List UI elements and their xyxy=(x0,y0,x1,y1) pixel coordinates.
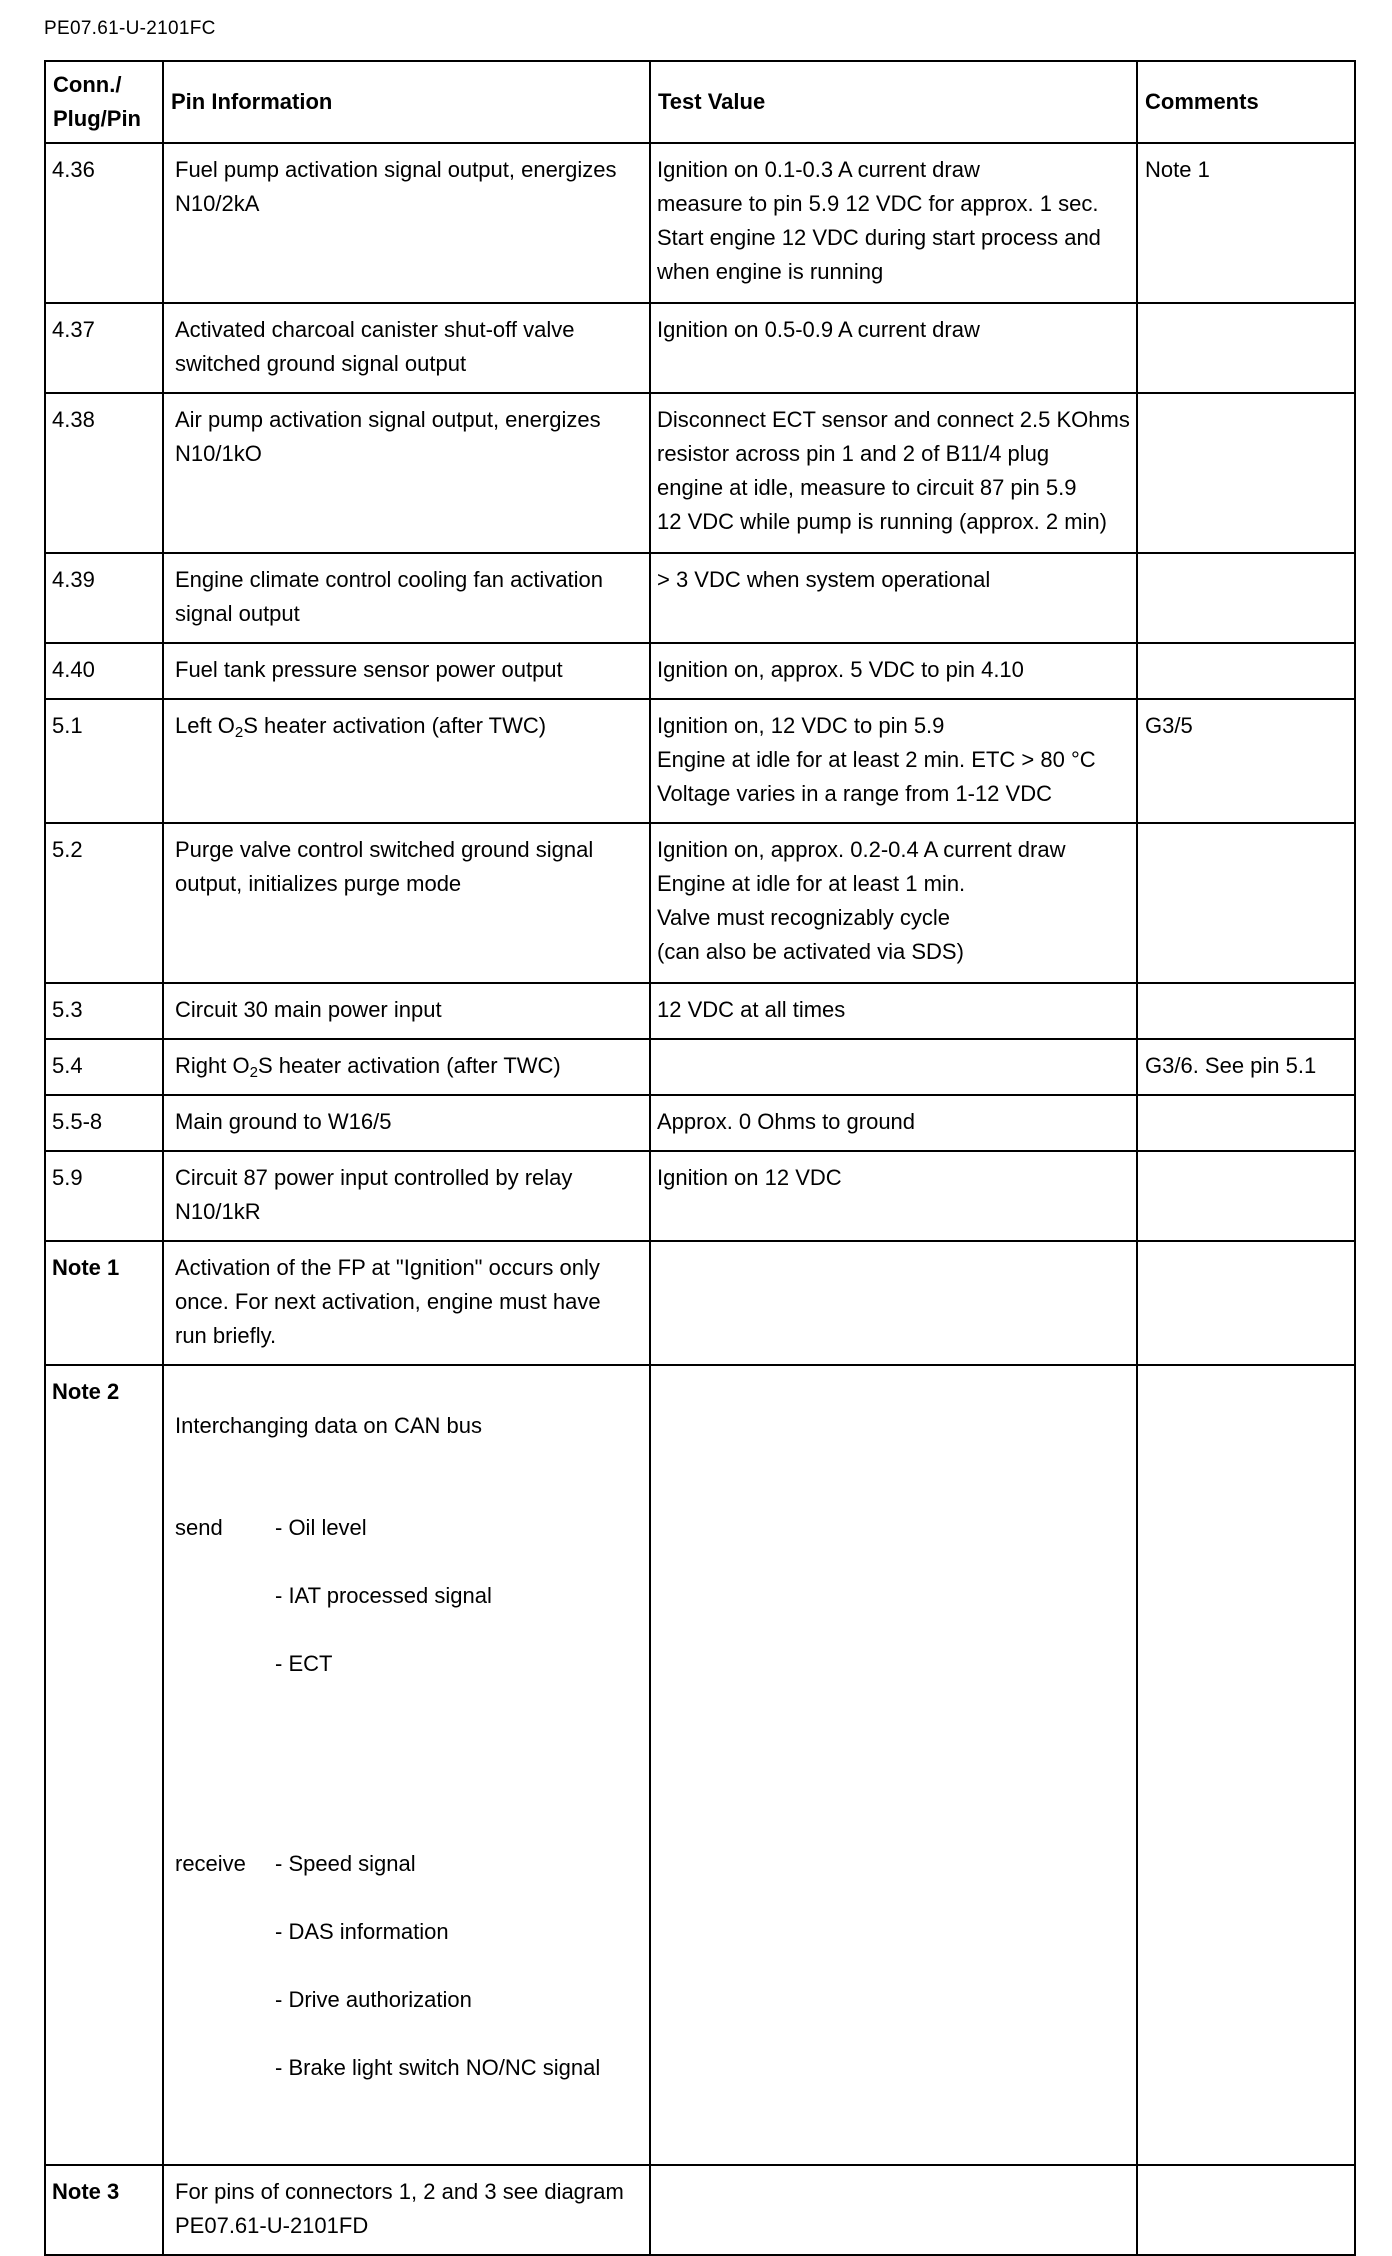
comments-cell: Note 1 xyxy=(1137,143,1355,303)
table-header-row xyxy=(45,61,1355,143)
table-row xyxy=(45,1095,1355,1151)
list-item: - ECT xyxy=(275,1651,333,1676)
pin-info-cell xyxy=(163,699,650,823)
note-label-cell: Note 1 xyxy=(45,1241,163,1365)
table-row xyxy=(45,2165,1355,2255)
comments-cell xyxy=(1137,1151,1355,1241)
comments-cell xyxy=(1137,1241,1355,1365)
test-value-cell xyxy=(650,1365,1137,2165)
test-value-cell: Ignition on 0.5-0.9 A current draw xyxy=(650,303,1137,393)
pin-info-cell: Purge valve control switched ground signal output, initializes purge mode xyxy=(163,823,650,983)
table-row xyxy=(45,143,1355,303)
receive-label: receive xyxy=(175,1851,246,1876)
test-value-cell: Ignition on, approx. 0.2-0.4 A current draw Engine at idle for at least 1 min. Valve must recognizably cycle (can also be activated via SDS) xyxy=(650,823,1137,983)
test-value-cell: Ignition on, approx. 5 VDC to pin 4.10 xyxy=(650,643,1137,699)
test-value-cell: > 3 VDC when system operational xyxy=(650,553,1137,643)
pin-info-cell: Main ground to W16/5 xyxy=(163,1095,650,1151)
test-value-cell xyxy=(650,2165,1137,2255)
comments-cell: G3/6. See pin 5.1 xyxy=(1137,1039,1355,1095)
table-row xyxy=(45,983,1355,1039)
list-item: - Oil level xyxy=(275,1515,367,1540)
test-value-cell: Ignition on 12 VDC xyxy=(650,1151,1137,1241)
pin-cell: 4.37 xyxy=(45,303,163,393)
table-row xyxy=(45,1151,1355,1241)
can-send-list xyxy=(175,1477,643,1715)
note-text-cell xyxy=(163,1365,650,2165)
list-item: - IAT processed signal xyxy=(275,1583,492,1608)
pin-assignment-table xyxy=(44,60,1356,2256)
list-item: - DAS information xyxy=(275,1919,449,1944)
table-row xyxy=(45,643,1355,699)
header-pin-information: Pin Information xyxy=(163,61,650,143)
note-label-cell: Note 3 xyxy=(45,2165,163,2255)
pin-cell: 4.39 xyxy=(45,553,163,643)
document-id: PE07.61-U-2101FC xyxy=(44,18,216,39)
test-value-cell: Ignition on 0.1-0.3 A current draw measure to pin 5.9 12 VDC for approx. 1 sec. Start engine 12 VDC during start process and when engine is running xyxy=(650,143,1137,303)
pin-info-cell: Fuel tank pressure sensor power output xyxy=(163,643,650,699)
pin-cell: 4.36 xyxy=(45,143,163,303)
pin-info-cell: Circuit 87 power input controlled by relay N10/1kR xyxy=(163,1151,650,1241)
pin-info-cell: Air pump activation signal output, energizes N10/1kO xyxy=(163,393,650,553)
pin-info-cell: Fuel pump activation signal output, energizes N10/2kA xyxy=(163,143,650,303)
pin-cell: 5.9 xyxy=(45,1151,163,1241)
pin-info-text: Right O xyxy=(175,1053,250,1078)
header-pin: Conn./ Plug/Pin xyxy=(45,61,163,143)
pin-cell: 4.40 xyxy=(45,643,163,699)
pin-info-cell xyxy=(163,1039,650,1095)
test-value-cell: Disconnect ECT sensor and connect 2.5 KOhms resistor across pin 1 and 2 of B11/4 plug engine at idle, measure to circuit 87 pin 5.9 12 VDC while pump is running (approx. 2 min) xyxy=(650,393,1137,553)
pin-info-text: S heater activation (after TWC) xyxy=(257,1053,561,1078)
comments-cell xyxy=(1137,393,1355,553)
test-value-cell xyxy=(650,1039,1137,1095)
pin-cell: 5.5-8 xyxy=(45,1095,163,1151)
subscript: 2 xyxy=(249,1064,258,1081)
test-value-cell: 12 VDC at all times xyxy=(650,983,1137,1039)
table-row xyxy=(45,303,1355,393)
table-row xyxy=(45,1039,1355,1095)
test-value-cell: Ignition on, 12 VDC to pin 5.9 Engine at idle for at least 2 min. ETC > 80 °C Voltage varies in a range from 1-12 VDC xyxy=(650,699,1137,823)
table-row xyxy=(45,553,1355,643)
test-value-cell xyxy=(650,1241,1137,1365)
pin-cell: 5.4 xyxy=(45,1039,163,1095)
header-test-value: Test Value xyxy=(650,61,1137,143)
pin-info-cell: Circuit 30 main power input xyxy=(163,983,650,1039)
comments-cell xyxy=(1137,2165,1355,2255)
comments-cell xyxy=(1137,643,1355,699)
list-item: - Drive authorization xyxy=(275,1987,472,2012)
can-receive-list xyxy=(175,1813,643,2119)
list-item: - Speed signal xyxy=(275,1851,416,1876)
table-row xyxy=(45,393,1355,553)
table-row xyxy=(45,699,1355,823)
pin-cell: 5.3 xyxy=(45,983,163,1039)
pin-info-text: Left O xyxy=(175,713,235,738)
pin-info-cell: Activated charcoal canister shut-off valve switched ground signal output xyxy=(163,303,650,393)
header-comments: Comments xyxy=(1137,61,1355,143)
table-row xyxy=(45,1365,1355,2165)
pin-info-cell: Engine climate control cooling fan activation signal output xyxy=(163,553,650,643)
table-row xyxy=(45,1241,1355,1365)
send-label: send xyxy=(175,1515,223,1540)
test-value-cell: Approx. 0 Ohms to ground xyxy=(650,1095,1137,1151)
comments-cell xyxy=(1137,1095,1355,1151)
note-label-cell: Note 2 xyxy=(45,1365,163,2165)
comments-cell xyxy=(1137,1365,1355,2165)
subscript: 2 xyxy=(234,724,244,741)
comments-cell xyxy=(1137,303,1355,393)
comments-cell xyxy=(1137,553,1355,643)
table-row xyxy=(45,823,1355,983)
can-bus-title: Interchanging data on CAN bus xyxy=(175,1413,482,1438)
comments-cell xyxy=(1137,983,1355,1039)
pin-cell: 4.38 xyxy=(45,393,163,553)
comments-cell xyxy=(1137,823,1355,983)
pin-cell: 5.2 xyxy=(45,823,163,983)
note-text-cell: For pins of connectors 1, 2 and 3 see diagram PE07.61-U-2101FD xyxy=(163,2165,650,2255)
list-item: - Brake light switch NO/NC signal xyxy=(275,2055,601,2080)
note-text-cell: Activation of the FP at "Ignition" occurs only once. For next activation, engine must have run briefly. xyxy=(163,1241,650,1365)
pin-cell: 5.1 xyxy=(45,699,163,823)
pin-info-text: S heater activation (after TWC) xyxy=(243,713,547,738)
comments-cell: G3/5 xyxy=(1137,699,1355,823)
